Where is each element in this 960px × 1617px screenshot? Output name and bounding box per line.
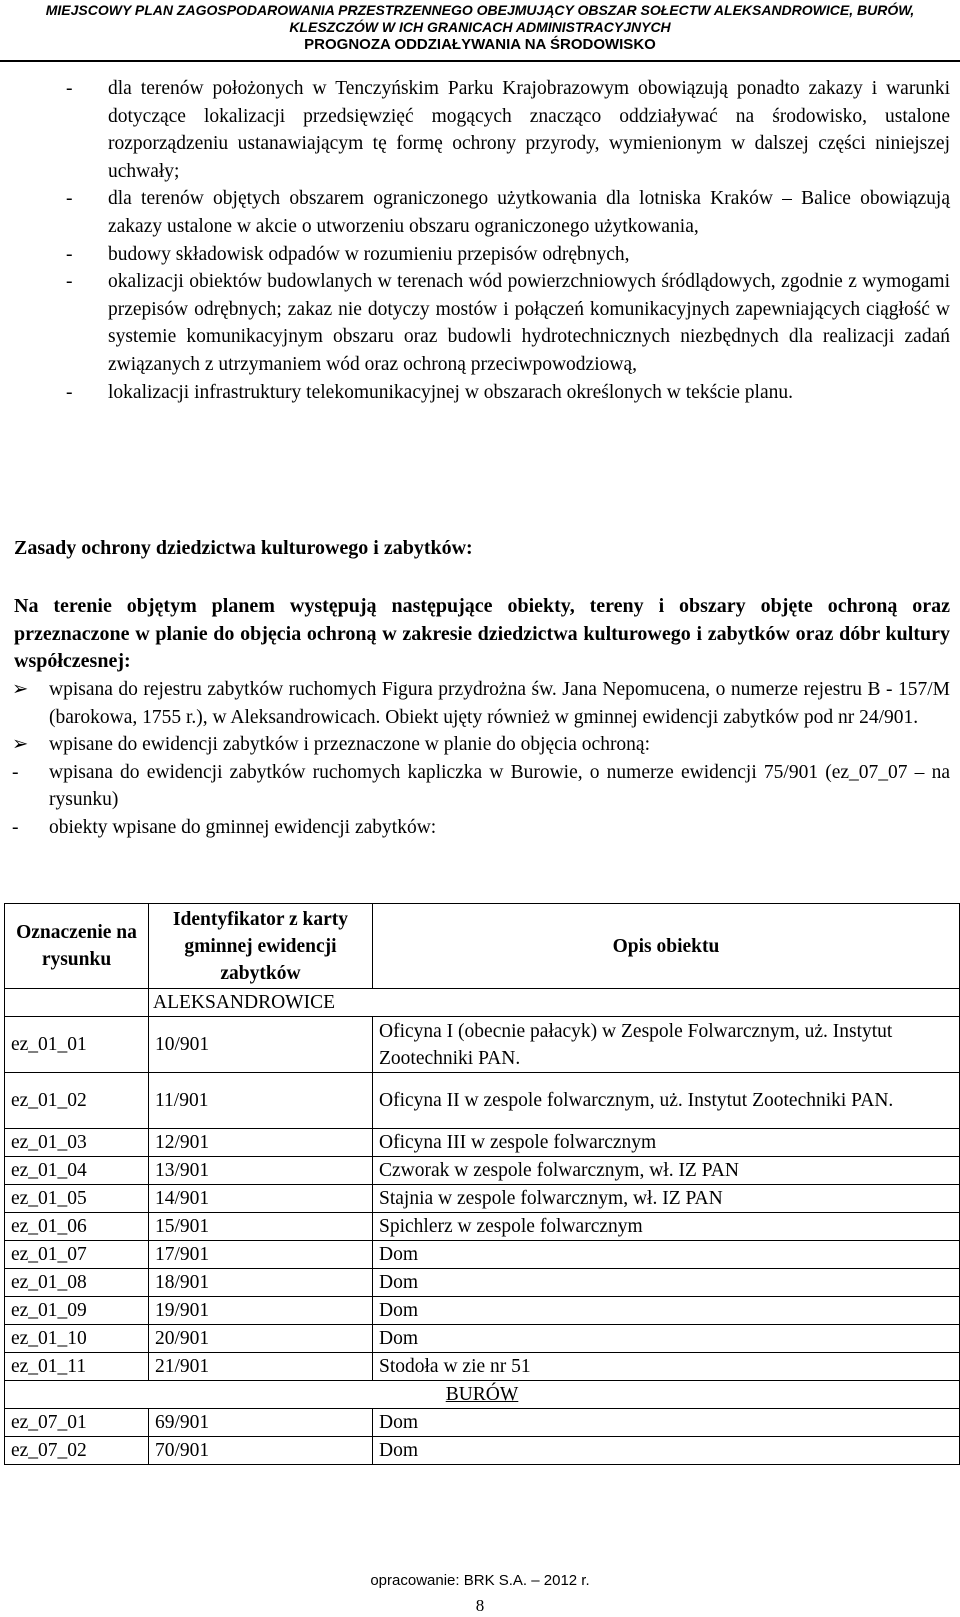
table-row	[5, 1325, 960, 1353]
cell-description: Dom	[373, 1297, 960, 1325]
table-row	[5, 1073, 960, 1129]
table-section-row	[5, 1381, 960, 1409]
table-row	[5, 1297, 960, 1325]
cell-description: Dom	[373, 1437, 960, 1465]
cell-designation: ez_01_10	[5, 1325, 149, 1353]
table-row	[5, 1157, 960, 1185]
cell-designation: ez_01_01	[5, 1017, 149, 1073]
header-line-3: PROGNOZA ODDZIAŁYWANIA NA ŚRODOWISKO	[304, 36, 656, 53]
list-dash: -	[12, 761, 19, 783]
restriction-item	[0, 185, 960, 240]
cell-identifier: 17/901	[149, 1241, 373, 1269]
cell-designation: ez_01_09	[5, 1297, 149, 1325]
restriction-item	[0, 241, 960, 269]
table-header-row	[5, 904, 960, 989]
cell-designation: ez_01_02	[5, 1073, 149, 1129]
cell-identifier: 12/901	[149, 1129, 373, 1157]
table-row	[5, 1437, 960, 1465]
arrow-bullet-icon: ➢	[12, 734, 29, 756]
cell-identifier: 13/901	[149, 1157, 373, 1185]
cell-identifier: 15/901	[149, 1213, 373, 1241]
column-header-description: Opis obiektu	[373, 904, 960, 989]
restriction-item	[0, 75, 960, 185]
cell-identifier: 11/901	[149, 1073, 373, 1129]
heritage-item	[0, 676, 960, 731]
header-line-1: MIEJSCOWY PLAN ZAGOSPODAROWANIA PRZESTRZENNEGO OBEJMUJĄCY OBSZAR SOŁECTW ALEKSANDROWICE, BURÓW,	[45, 2, 915, 18]
cell-designation: ez_01_06	[5, 1213, 149, 1241]
heritage-item-text: wpisana do ewidencji zabytków ruchomych kapliczka w Burowie, o numerze ewidencji 75/901 (ez_07_07 – na rysunku)	[49, 761, 950, 811]
cell-designation: ez_01_04	[5, 1157, 149, 1185]
column-header-designation: Oznaczenie na rysunku	[5, 904, 149, 989]
heritage-item	[0, 814, 960, 842]
restriction-item	[0, 268, 960, 378]
table-row	[5, 1409, 960, 1437]
cell-designation: ez_07_01	[5, 1409, 149, 1437]
heritage-intro: Na terenie objętym planem występują następujące obiekty, tereny i obszary objęte ochroną oraz przeznaczone w planie do objęcia ochroną w zakresie dziedzictwa kulturowego i zabytków oraz dóbr kultury współczesnej:	[14, 595, 950, 673]
page-number: 8	[475, 1596, 485, 1615]
restrictions-list	[0, 75, 960, 406]
cell-designation: ez_01_05	[5, 1185, 149, 1213]
restriction-text: dla terenów położonych w Tenczyńskim Parku Krajobrazowym obowiązują ponadto zakazy i warunki dotyczące lokalizacji przedsięwzięć mogących znacząco oddziaływać na środowisko, ustalone rozporządzeniu ustanawiającym tę formę ochrony przyrody, wymienionym w dalszej części niniejszej uchwały;	[108, 78, 950, 182]
cell-designation: ez_01_07	[5, 1241, 149, 1269]
cell-description: Oficyna I (obecnie pałacyk) w Zespole Folwarcznym, uż. Instytut Zootechniki PAN.	[373, 1017, 960, 1073]
restriction-item	[0, 379, 960, 407]
heritage-item-text: wpisane do ewidencji zabytków i przeznaczone w planie do objęcia ochroną:	[49, 734, 651, 756]
cell-identifier: 20/901	[149, 1325, 373, 1353]
cell-description: Spichlerz w zespole folwarcznym	[373, 1213, 960, 1241]
cell-description: Dom	[373, 1241, 960, 1269]
section-name	[5, 1381, 960, 1409]
cell-description: Dom	[373, 1325, 960, 1353]
list-dash: -	[66, 243, 73, 265]
heritage-list	[0, 676, 960, 842]
footer-credit: opracowanie: BRK S.A. – 2012 r.	[370, 1572, 590, 1589]
heritage-objects-table	[4, 903, 960, 1465]
table-row	[5, 1129, 960, 1157]
section-name-text: BURÓW	[445, 1384, 519, 1405]
cell-description: Dom	[373, 1409, 960, 1437]
heritage-item-text: wpisana do rejestru zabytków ruchomych Figura przydrożna św. Jana Nepomucena, o numerze rejestru B - 157/M (barokowa, 1755 r.), w Aleksandrowicach. Obiekt ujęty również w gminnej ewidencji zabytków pod nr 24/901.	[49, 679, 950, 728]
column-header-identifier: Identyfikator z karty gminnej ewidencji zabytków	[149, 904, 373, 989]
arrow-bullet-icon: ➢	[12, 679, 29, 700]
cell-identifier: 19/901	[149, 1297, 373, 1325]
heritage-section-title: Zasady ochrony dziedzictwa kulturowego i zabytków:	[14, 537, 473, 559]
header-line-2: KLESZCZÓW W ICH GRANICACH ADMINISTRACYJNYCH	[289, 19, 671, 35]
restriction-text: dla terenów objętych obszarem ograniczonego użytkowania dla lotniska Kraków – Balice obowiązują zakazy ustalone w akcie o utworzeniu obszaru ograniczonego użytkowania,	[108, 188, 950, 237]
table-row	[5, 1353, 960, 1381]
document-header	[0, 0, 960, 62]
table-row	[5, 1241, 960, 1269]
list-dash: -	[66, 381, 73, 403]
cell-identifier: 70/901	[149, 1437, 373, 1465]
heritage-item	[0, 731, 960, 759]
cell-identifier: 14/901	[149, 1185, 373, 1213]
cell-description: Stodoła w zie nr 51	[373, 1353, 960, 1381]
cell-description: Oficyna III w zespole folwarcznym	[373, 1129, 960, 1157]
heritage-item-text: obiekty wpisane do gminnej ewidencji zabytków:	[49, 816, 437, 838]
list-dash: -	[66, 188, 73, 210]
cell-designation: ez_01_08	[5, 1269, 149, 1297]
list-dash: -	[12, 816, 19, 838]
cell-identifier: 18/901	[149, 1269, 373, 1297]
restriction-text: okalizacji obiektów budowlanych w terenach wód powierzchniowych śródlądowych, zgodnie z wymogami przepisów odrębnych; zakaz nie dotyczy mostów i połączeń komunikacyjnych zapewniających ciągłość w systemie komunikacyjnym obszaru oraz budowli hydrotechnicznych niezbędnych dla realizacji zadań związanych z utrzymaniem wód oraz ochroną przeciwpowodziową,	[108, 271, 950, 375]
cell-designation: ez_01_11	[5, 1353, 149, 1381]
table-section-row	[5, 989, 960, 1017]
section-name: ALEKSANDROWICE	[149, 989, 960, 1017]
restriction-text: lokalizacji infrastruktury telekomunikacyjnej w obszarach określonych w tekście planu.	[108, 381, 793, 403]
cell-designation: ez_07_02	[5, 1437, 149, 1465]
cell-designation: ez_01_03	[5, 1129, 149, 1157]
cell-identifier: 21/901	[149, 1353, 373, 1381]
table-row	[5, 1017, 960, 1073]
table-row	[5, 1185, 960, 1213]
cell-identifier: 69/901	[149, 1409, 373, 1437]
cell-description: Czworak w zespole folwarcznym, wł. IZ PAN	[373, 1157, 960, 1185]
list-dash: -	[66, 78, 73, 99]
table-row	[5, 1213, 960, 1241]
cell-identifier: 10/901	[149, 1017, 373, 1073]
table-row	[5, 1269, 960, 1297]
cell-description: Dom	[373, 1269, 960, 1297]
heritage-item	[0, 759, 960, 814]
cell-description: Oficyna II w zespole folwarcznym, uż. Instytut Zootechniki PAN.	[373, 1073, 960, 1129]
cell-description: Stajnia w zespole folwarcznym, wł. IZ PAN	[373, 1185, 960, 1213]
restriction-text: budowy składowisk odpadów w rozumieniu przepisów odrębnych,	[108, 243, 630, 265]
list-dash: -	[66, 271, 73, 293]
